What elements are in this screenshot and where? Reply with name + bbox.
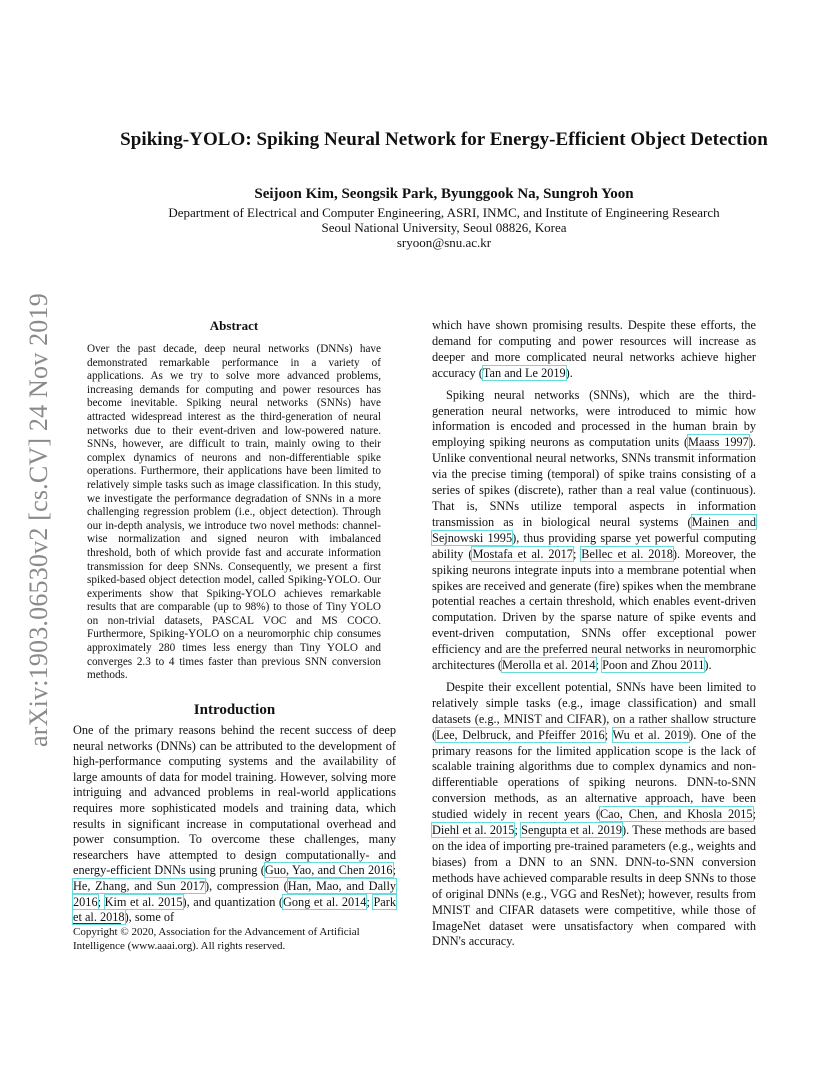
text-run: ), compression ( <box>205 878 288 893</box>
text-run: One of the primary reasons behind the recent success of deep neural networks (DNNs) can be attributed to the development of high-performance computing systems and the availability of large amounts of data for model training. However, solving more intriguing and advanced problems in real-world applications requires more sophisticated models and training data, which results in significant increase in computational overhead and power consumption. To overcome these challenges, many researchers have attempted to design computationally- and energy-efficient DNNs using pruning ( <box>73 723 396 878</box>
citation-link[interactable]: Poon and Zhou 2011 <box>602 658 705 673</box>
text-run: ). Moreover, the spiking neurons integrate inputs into a membrane potential when spikes are received and generate (fire) spikes when the membrane potential reaches a certain threshold, which enables event-driven computation. Driven by the sparse nature of spike events and event-driven computation, SNNs offer exceptional power efficiency and are the preferred neural networks in neuromorphic architectures ( <box>432 546 757 673</box>
text-run: ; <box>392 863 396 878</box>
text-run: ). <box>565 365 573 380</box>
citation-link[interactable]: Guo, Yao, and Chen 2016 <box>264 863 393 878</box>
right-column <box>432 318 756 950</box>
text-run: ; <box>514 823 522 838</box>
citation-link[interactable]: Mostafa et al. 2017 <box>472 546 573 561</box>
text-run: ; <box>752 807 756 822</box>
affiliation-block <box>60 205 828 250</box>
introduction-paragraph <box>73 723 396 926</box>
arxiv-identifier: arXiv:1903.06530v2 [cs.CV] 24 Nov 2019 <box>24 293 53 747</box>
introduction-heading: Introduction <box>193 702 276 718</box>
citation-link[interactable]: Kim et al. 2015 <box>104 894 183 909</box>
citation-link[interactable]: Diehl et al. 2015 <box>432 823 515 838</box>
text-run: ), some of <box>124 910 175 925</box>
text-run: ). <box>704 658 712 673</box>
text-run: ), thus providing sparse yet powerful computing ability ( <box>432 530 756 561</box>
citation-link[interactable]: Lee, Delbruck, and Pfeiffer 2016 <box>436 727 605 742</box>
author-list: Seijoon Kim, Seongsik Park, Byunggook Na, Sungroh Yoon <box>254 186 634 202</box>
citation-link[interactable]: He, Zhang, and Sun 2017 <box>73 878 206 893</box>
paper-title: Spiking-YOLO: Spiking Neural Network for Energy-Efficient Object Detection <box>120 129 768 150</box>
text-run: ; <box>595 658 603 673</box>
text-run: ). These methods are based on the idea of importing pre-trained parameters (e.g., weights and biases) from a DNN to an SNN. DNN-to-SNN conversion methods have achieved comparable results in deep SNNs to those of original DNNs (e.g., VGG and ResNet); however, results from MNIST and CIFAR datasets were competitive, while those of ImageNet dataset were unsatisfactory when compared with DNN's accuracy. <box>432 823 756 949</box>
affiliation-line-1: Department of Electrical and Computer Engineering, ASRI, INMC, and Institute of Engineering Research <box>168 205 720 220</box>
abstract-heading: Abstract <box>209 318 259 333</box>
citation-link[interactable]: Wu et al. 2019 <box>612 727 690 742</box>
citation-link[interactable]: Han, Mao, and Dally 2016 <box>73 878 397 909</box>
citation-link[interactable]: Gong et al. 2014 <box>283 894 367 909</box>
citation-link[interactable]: Merolla et al. 2014 <box>501 658 596 673</box>
affiliation-line-2: Seoul National University, Seoul 08826, Korea <box>321 220 567 235</box>
text-run: ), and quantization ( <box>182 894 284 909</box>
footnote-divider <box>73 923 121 924</box>
abstract-text: Over the past decade, deep neural networks (DNNs) have demonstrated remarkable performance in a variety of applications. As we try to solve more advanced problems, increasing demands for computing and power resources has become inevitable. Spiking neural networks (SNNs) have attracted widespread interest as the third-generation of neural networks due to their event-driven and low-powered nature. SNNs, however, are difficult to train, mainly owing to their complex dynamics of neurons and non-differentiable spike operations. Furthermore, their applications have been limited to relatively simple tasks such as image classification. In this study, we investigate the performance degradation of SNNs in a more challenging regression problem (i.e., object detection). Through our in-depth analysis, we introduce two novel methods: channel-wise normalization and signed neuron with imbalanced threshold, both of which provide fast and accurate information transmission for deep SNNs. Consequently, we present a first spiked-based object detection model, called Spiking-YOLO. Our experiments show that Spiking-YOLO achieves remarkable results that are comparable (up to 98%) to those of Tiny YOLO on non-trivial datasets, PASCAL VOC and MS COCO. Furthermore, Spiking-YOLO on a neuromorphic chip consumes approximately 280 times less energy than Tiny YOLO and converges 2.3 to 4 times faster than previous SNN conversion methods. <box>87 343 381 682</box>
citation-link[interactable]: Bellec et al. 2018 <box>581 546 673 561</box>
citation-link[interactable]: Mainen and Sejnowski 1995 <box>432 514 756 545</box>
citation-link[interactable]: Tan and Le 2019 <box>482 365 566 380</box>
text-run: which have shown promising results. Despite these efforts, the demand for computing and power resources will increase as deeper and more complicated neural networks achieve higher accuracy ( <box>432 318 756 380</box>
text-run: Despite their excellent potential, SNNs have been limited to relatively simple tasks (e.g., image classification) and small datasets (e.g., MNIST and CIFAR), on a rather shallow structure ( <box>432 679 756 742</box>
contact-email: sryoon@snu.ac.kr <box>396 235 492 250</box>
text-run: ; <box>604 727 613 742</box>
body-paragraph <box>432 680 756 950</box>
text-run: ; <box>97 894 105 909</box>
body-paragraph <box>432 318 756 382</box>
text-run: ). One of the primary reasons for the limited application scope is the lack of scalable training algorithms due to complex dynamics and non-differentiable operations of spiking neurons. DNN-to-SNN conversion methods, as an alternative approach, have been studied widely in recent years ( <box>432 727 756 822</box>
body-paragraph <box>432 388 756 674</box>
citation-link[interactable]: Cao, Chen, and Khosla 2015 <box>599 807 753 822</box>
text-run: ; <box>572 546 582 561</box>
text-run: ). Unlike conventional neural networks, SNNs transmit information via the precise timing (temporal) of spike trains consisting of a series of spikes (discrete), rather than a real value (continuous). That is, SNNs utilize temporal aspects in information transmission as in biological neural systems ( <box>432 435 756 529</box>
text-run: Spiking neural networks (SNNs), which are the third-generation neural networks, were introduced to mimic how information is encoded and processed in the human brain by employing spiking neurons as computation units ( <box>432 387 756 450</box>
citation-link[interactable]: Maass 1997 <box>688 435 749 450</box>
citation-link[interactable]: Sengupta et al. 2019 <box>521 823 623 838</box>
text-run: ; <box>366 894 374 909</box>
citation-link[interactable]: Park et al. 2018 <box>73 894 396 925</box>
copyright-footnote: Copyright © 2020, Association for the Advancement of Artificial Intelligence (www.aaai.org). All rights reserved. <box>73 926 360 952</box>
